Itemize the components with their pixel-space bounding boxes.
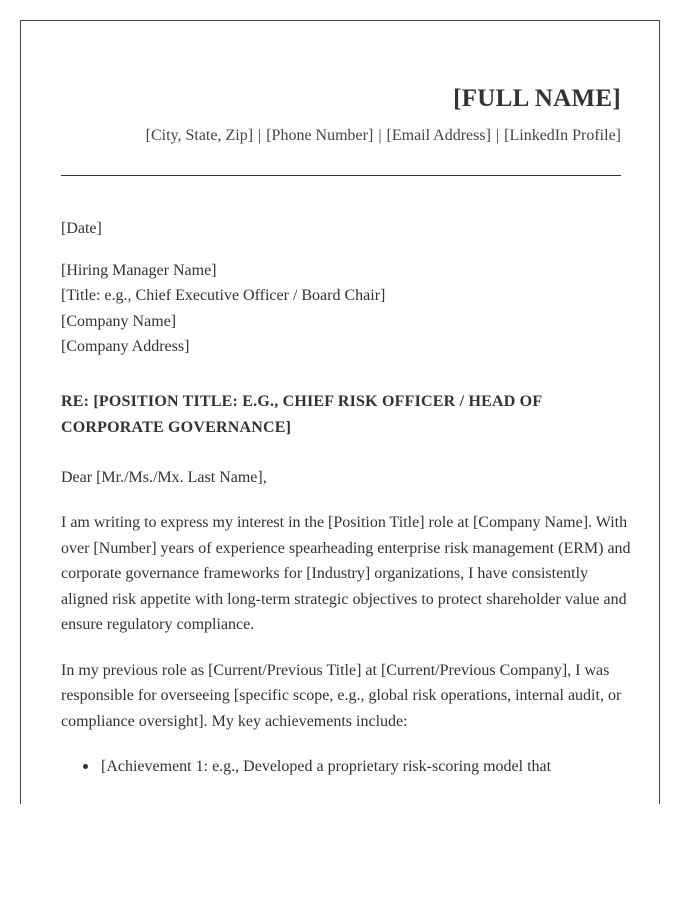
paragraph-experience: In my previous role as [Current/Previous Title] at [Current/Previous Company], I was responsible for overseeing [specific scope, e.g., global risk operations, internal audit, or compliance oversight]. My key achievements include: (61, 661, 622, 730)
achievement-text: [Achievement 1: e.g., Developed a proprietary risk-scoring model that (101, 758, 552, 775)
letter-body (61, 216, 631, 780)
contact-separator: | (258, 127, 262, 144)
contact-separator: | (495, 127, 500, 144)
salutation: Dear [Mr./Ms./Mx. Last Name], (61, 468, 267, 486)
recipient-name: [Hiring Manager Name] (61, 261, 217, 279)
letter-header (61, 84, 621, 147)
contact-linkedin: [LinkedIn Profile] (504, 127, 621, 144)
contact-separator: | (378, 127, 382, 144)
bullet-icon (83, 764, 88, 769)
list-item (101, 754, 631, 780)
contact-email: [Email Address] (386, 127, 491, 144)
recipient-address: [Company Address] (61, 338, 190, 355)
recipient-block (61, 258, 631, 360)
achievements-list (61, 754, 631, 780)
contact-line (61, 125, 621, 147)
recipient-title: [Title: e.g., Chief Executive Officer / Board Chair] (61, 287, 386, 304)
subject-line: RE: [POSITION TITLE: E.G., CHIEF RISK OFFICER / HEAD OF CORPORATE GOVERNANCE] (61, 392, 542, 436)
contact-phone: [Phone Number] (266, 127, 374, 144)
header-divider (61, 175, 621, 176)
recipient-company: [Company Name] (61, 312, 177, 330)
letter-date: [Date] (61, 220, 102, 237)
full-name: [FULL NAME] (453, 85, 621, 112)
paragraph-intro: I am writing to express my interest in the [Position Title] role at [Company Name]. With over [Number] years of experience spearheading enterprise risk management (ERM) and corporate governance frameworks for [Industry] organizations, I have consistently aligned risk appetite with long-term strategic objectives to protect shareholder value and ensure regulatory compliance. (61, 514, 631, 633)
contact-city-state-zip: [City, State, Zip] (145, 127, 254, 144)
